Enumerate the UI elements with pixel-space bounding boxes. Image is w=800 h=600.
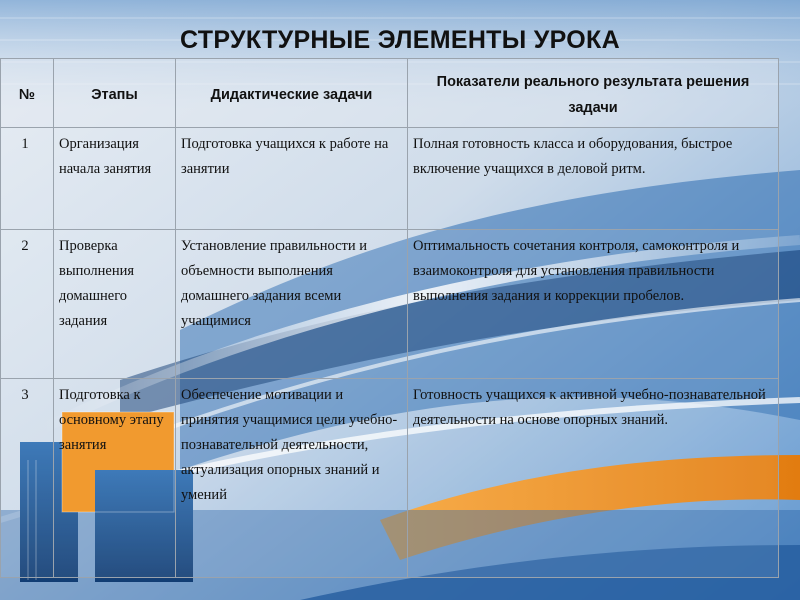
- page-title: СТРУКТУРНЫЕ ЭЛЕМЕНТЫ УРОКА: [180, 26, 620, 54]
- stage-cell: Подготовка к основному этапу занятия: [54, 379, 176, 578]
- task-cell: Подготовка учащихся к работе на занятии: [176, 128, 408, 230]
- header-stages: Этапы: [54, 59, 176, 128]
- task-cell: Установление правильности и объемности выполнения домашнего задания всеми учащимися: [176, 230, 408, 379]
- stage-cell: Организация начала занятия: [54, 128, 176, 230]
- header-result-indicators: Показатели реального результата решения задачи: [408, 59, 779, 128]
- result-cell: Полная готовность класса и оборудования, быстрое включение учащихся в деловой ритм.: [408, 128, 779, 230]
- task-cell: Обеспечение мотивации и принятия учащимися цели учебно-познавательной деятельности, актуализация опорных знаний и умений: [176, 379, 408, 578]
- header-number: №: [1, 59, 54, 128]
- row-number: 1: [1, 128, 54, 230]
- table-row: [1, 128, 779, 230]
- stage-cell: Проверка выполнения домашнего задания: [54, 230, 176, 379]
- row-number: 3: [1, 379, 54, 578]
- lesson-structure-table-wrapper: [0, 58, 778, 578]
- table-row: [1, 230, 779, 379]
- table-header-row: [1, 59, 779, 128]
- header-didactic-tasks: Дидактические задачи: [176, 59, 408, 128]
- result-cell: Оптимальность сочетания контроля, самоконтроля и взаимоконтроля для установления правильности выполнения задания и коррекции пробелов.: [408, 230, 779, 379]
- row-number: 2: [1, 230, 54, 379]
- table-row: [1, 379, 779, 578]
- lesson-structure-table: [0, 58, 779, 578]
- result-cell: Готовность учащихся к активной учебно-познавательной деятельности на основе опорных знаний.: [408, 379, 779, 578]
